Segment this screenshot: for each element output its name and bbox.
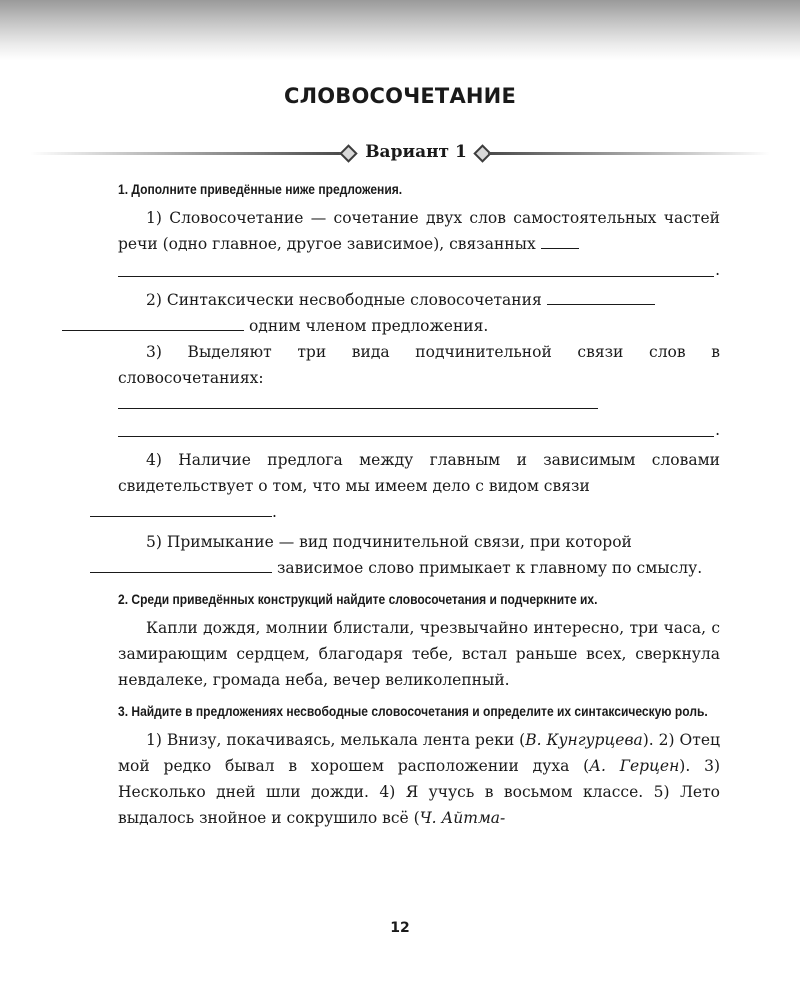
task-1-item-3: 3) Выделяют три вида подчинительной связи слов в словосочетаниях: (118, 339, 720, 417)
variant-header (30, 140, 770, 166)
task-2-heading: 2. Среди приведённых конструкций найдите словосочетания и подчеркните их. (118, 591, 598, 607)
task-1-item-1: 1) Словосочетание — сочетание двух слов самостоятельных частей речи (одно главное, другое зависимое), связанных (118, 209, 720, 253)
task-1-item-5: 5) Примыкание — вид подчинительной связи, при которой зависимое слово примыкает к главному по смыслу. (118, 529, 720, 581)
task-1-item-4: 4) Наличие предлога между главным и зависимым словами свидетельствует о том, что мы имеем дело с видом связи . (118, 447, 720, 525)
task-3-text: 1) Внизу, покачиваясь, мелькала лента реки (В. Кунгурцева). 2) Отец мой редко бывал в хорошем расположении духа (А. Герцен). 3) Несколько дней шли дожди. 4) Я учусь в восьмом классе. 5) Лето выдалось знойное и сокрушило всё (Ч. Айтма- (118, 731, 721, 827)
answer-blank[interactable] (90, 556, 272, 573)
page-top-shadow (0, 0, 800, 60)
answer-blank[interactable] (541, 232, 579, 249)
page-number: 12 (390, 920, 410, 936)
task-3-heading: 3. Найдите в предложениях несвободные словосочетания и определите их синтаксическую роль. (118, 703, 708, 719)
answer-line[interactable]: . (118, 257, 720, 283)
variant-label: Вариант 1 (365, 142, 467, 162)
answer-blank[interactable] (118, 392, 598, 409)
answer-line[interactable]: . (118, 417, 720, 443)
answer-blank[interactable] (90, 500, 272, 517)
author-citation: В. Кунгурцева (525, 731, 643, 749)
author-citation: А. Герцен (589, 757, 680, 775)
task-1-heading: 1. Дополните приведённые ниже предложения. (118, 181, 403, 197)
diamond-icon (339, 144, 357, 162)
variant-left-rule (30, 152, 342, 155)
task-2-text: Капли дождя, молнии блистали, чрезвычайно интересно, три часа, с замирающим сердцем, благодаря тебе, встал раньше всех, сверкнула невдалеке, громада неба, вечер великолепный. (118, 619, 720, 689)
worksheet-content (118, 179, 720, 831)
task-1-item-2: 2) Синтаксически несвободные словосочетания одним членом предложения. (118, 287, 720, 339)
variant-right-rule (488, 152, 770, 155)
page-title: СЛОВОСОЧЕТАНИЕ (283, 84, 517, 108)
author-citation: Ч. Айтма- (419, 809, 506, 827)
answer-blank[interactable] (62, 314, 244, 331)
answer-blank[interactable] (547, 288, 655, 305)
